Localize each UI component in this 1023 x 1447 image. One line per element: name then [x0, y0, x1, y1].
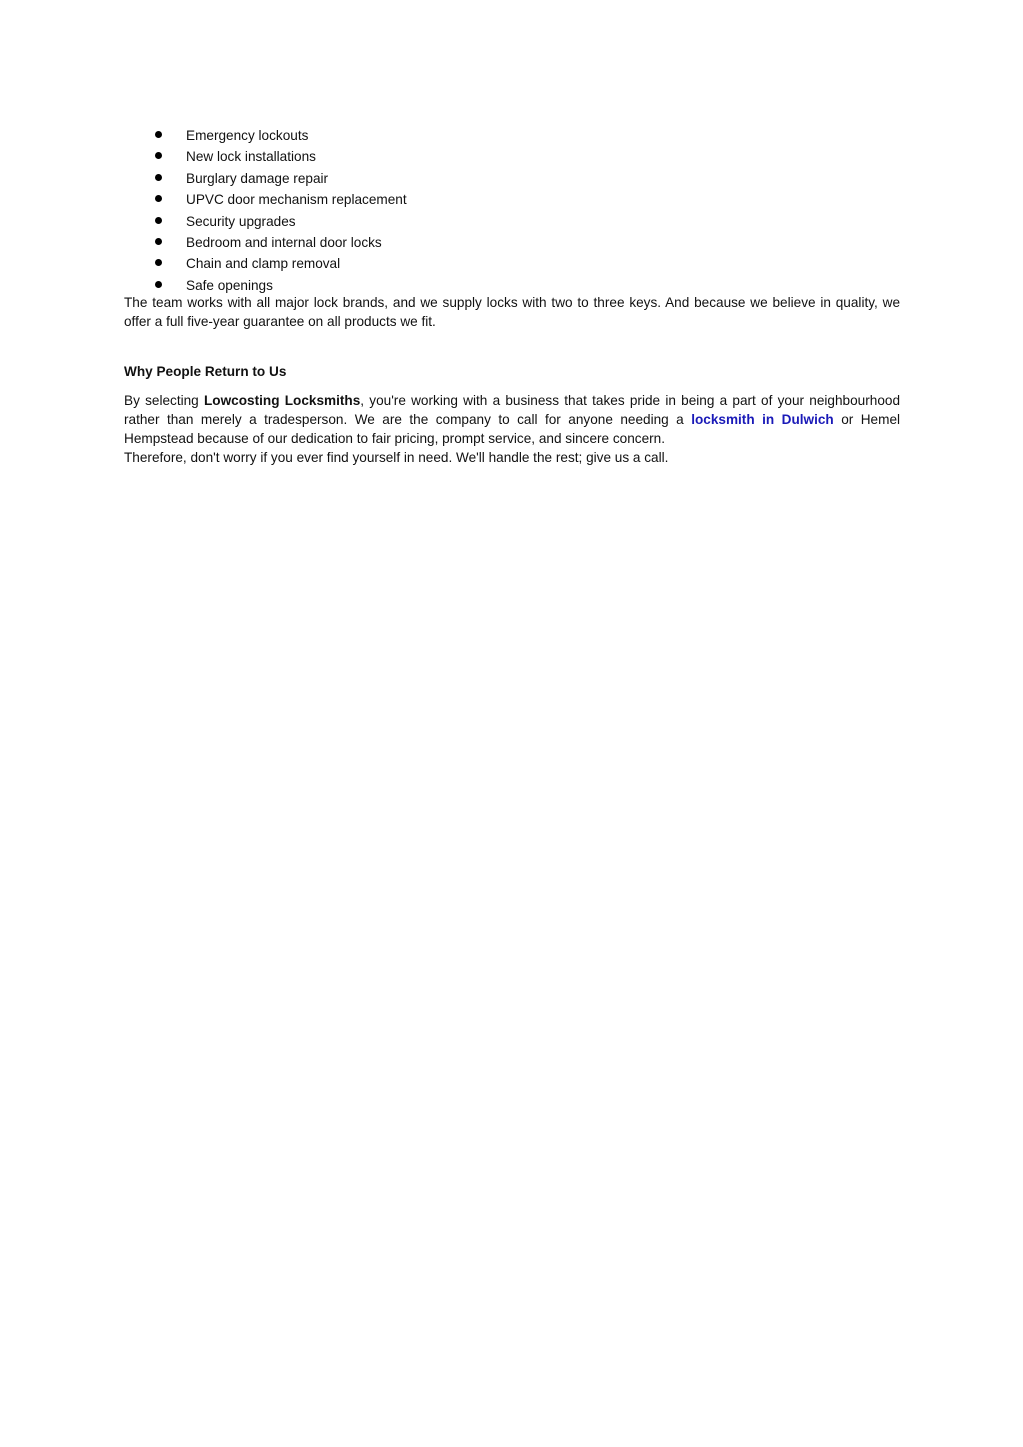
- why-paragraph: [124, 391, 900, 449]
- why-tail-text: or Hemel Hempstead because of our dedication to fair pricing, prompt service, and sincere concern.: [124, 411, 901, 447]
- services-list: [124, 126, 900, 297]
- list-item: [124, 276, 900, 297]
- list-item: [124, 233, 900, 254]
- bullet-icon: [155, 152, 162, 159]
- bullet-icon: [155, 174, 162, 181]
- list-item-label: Bedroom and internal door locks: [186, 234, 382, 250]
- list-item-label: Emergency lockouts: [186, 128, 309, 143]
- locksmith-dulwich-link[interactable]: locksmith in Dulwich: [691, 411, 834, 427]
- bullet-icon: [155, 238, 162, 245]
- list-item-label: Chain and clamp removal: [186, 256, 341, 272]
- list-item: [124, 254, 900, 275]
- team-paragraph: The team works with all major lock brands, and we supply locks with two to three keys. And because we believe in quality, we offer a full five-year guarantee on all products we fit.: [124, 295, 900, 330]
- bullet-icon: [155, 281, 162, 288]
- why-mid-text: , you're working with a business that takes pride in being a part of your neighbourhood rather than merely a tradesperson. We are the company to call for anyone needing a: [124, 392, 901, 427]
- list-item-label: New lock installations: [186, 149, 316, 165]
- list-item: [124, 147, 900, 168]
- list-item-label: Burglary damage repair: [186, 170, 329, 186]
- bullet-icon: [155, 195, 162, 202]
- bullet-icon: [155, 259, 162, 266]
- list-item-label: UPVC door mechanism replacement: [186, 192, 407, 208]
- document-page: [124, 126, 900, 468]
- list-item-label: Security upgrades: [186, 213, 296, 229]
- why-intro-text: By selecting: [124, 392, 204, 408]
- list-item-label: Safe openings: [186, 277, 273, 293]
- list-item: [124, 190, 900, 211]
- brand-name: Lowcosting Locksmiths: [203, 392, 361, 408]
- section-heading: Why People Return to Us: [124, 363, 287, 379]
- list-item: [124, 212, 900, 233]
- closing-paragraph: Therefore, don't worry if you ever find yourself in need. We'll handle the rest; give us a call.: [124, 450, 669, 466]
- bullet-icon: [155, 131, 162, 138]
- bullet-icon: [155, 217, 162, 224]
- list-item: [124, 169, 900, 190]
- list-item: [124, 126, 900, 147]
